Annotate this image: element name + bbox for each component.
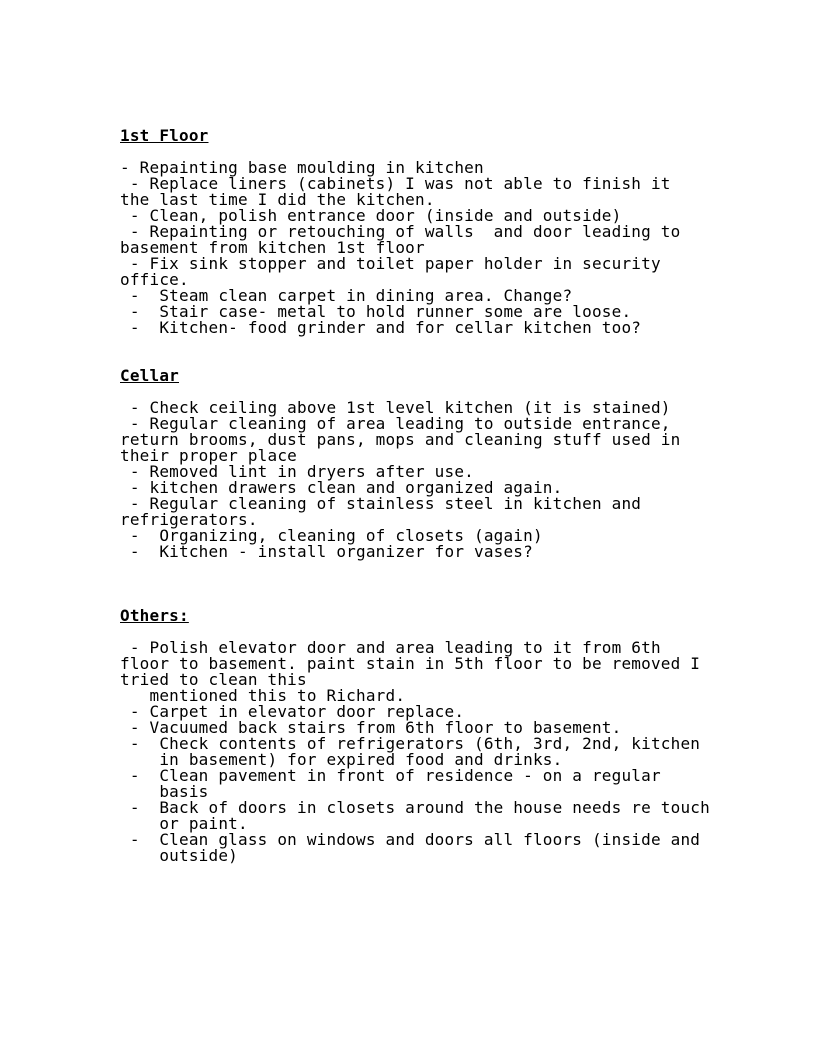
list-item: refrigerators. (120, 510, 258, 529)
list-item: - Kitchen- food grinder and for cellar kitchen too? (120, 318, 642, 337)
list-item: - Regular cleaning of stainless steel in kitchen and (120, 494, 642, 513)
list-item: - Check ceiling above 1st level kitchen (it is stained) (120, 398, 671, 417)
list-item: - Vacuumed back stairs from 6th floor to basement. (120, 718, 622, 737)
list-item: - Steam clean carpet in dining area. Change? (120, 286, 573, 305)
list-item: the last time I did the kitchen. (120, 190, 435, 209)
section-1st-floor (120, 128, 720, 336)
list-item: basement from kitchen 1st floor (120, 238, 425, 257)
section-heading: Others: (120, 606, 189, 625)
list-item: - Clean pavement in front of residence - on a regular (120, 766, 661, 785)
list-item: - Repainting or retouching of walls and door leading to (120, 222, 681, 241)
list-item: - Polish elevator door and area leading to it from 6th (120, 638, 661, 657)
list-item: return brooms, dust pans, mops and cleaning stuff used in (120, 430, 681, 449)
list-item: floor to basement. paint stain in 5th floor to be removed I (120, 654, 701, 673)
list-item: mentioned this to Richard. (120, 686, 406, 705)
list-item: - Check contents of refrigerators (6th, 3rd, 2nd, kitchen (120, 734, 701, 753)
list-item: - Stair case- metal to hold runner some are loose. (120, 302, 632, 321)
document-page (120, 128, 720, 864)
list-item: outside) (120, 846, 238, 865)
list-item: basis (120, 782, 209, 801)
list-item: - Clean glass on windows and doors all floors (inside and (120, 830, 701, 849)
list-item: - Replace liners (cabinets) I was not able to finish it (120, 174, 671, 193)
section-heading: 1st Floor (120, 126, 209, 145)
list-item: - Clean, polish entrance door (inside and outside) (120, 206, 622, 225)
section-heading: Cellar (120, 366, 179, 385)
list-item: their proper place (120, 446, 297, 465)
list-item: - Fix sink stopper and toilet paper holder in security (120, 254, 661, 273)
section-others (120, 608, 720, 864)
list-item: - Carpet in elevator door replace. (120, 702, 465, 721)
section-cellar (120, 368, 720, 560)
list-item: - Back of doors in closets around the house needs re touch (120, 798, 710, 817)
list-item: tried to clean this (120, 670, 307, 689)
list-item: - Regular cleaning of area leading to outside entrance, (120, 414, 671, 433)
list-item: - Kitchen - install organizer for vases? (120, 542, 533, 561)
list-item: - Removed lint in dryers after use. (120, 462, 474, 481)
list-item: - Organizing, cleaning of closets (again) (120, 526, 543, 545)
list-item: in basement) for expired food and drinks. (120, 750, 563, 769)
list-item: - kitchen drawers clean and organized again. (120, 478, 563, 497)
list-item: or paint. (120, 814, 248, 833)
list-item: - Repainting base moulding in kitchen (120, 158, 484, 177)
list-item: office. (120, 270, 189, 289)
